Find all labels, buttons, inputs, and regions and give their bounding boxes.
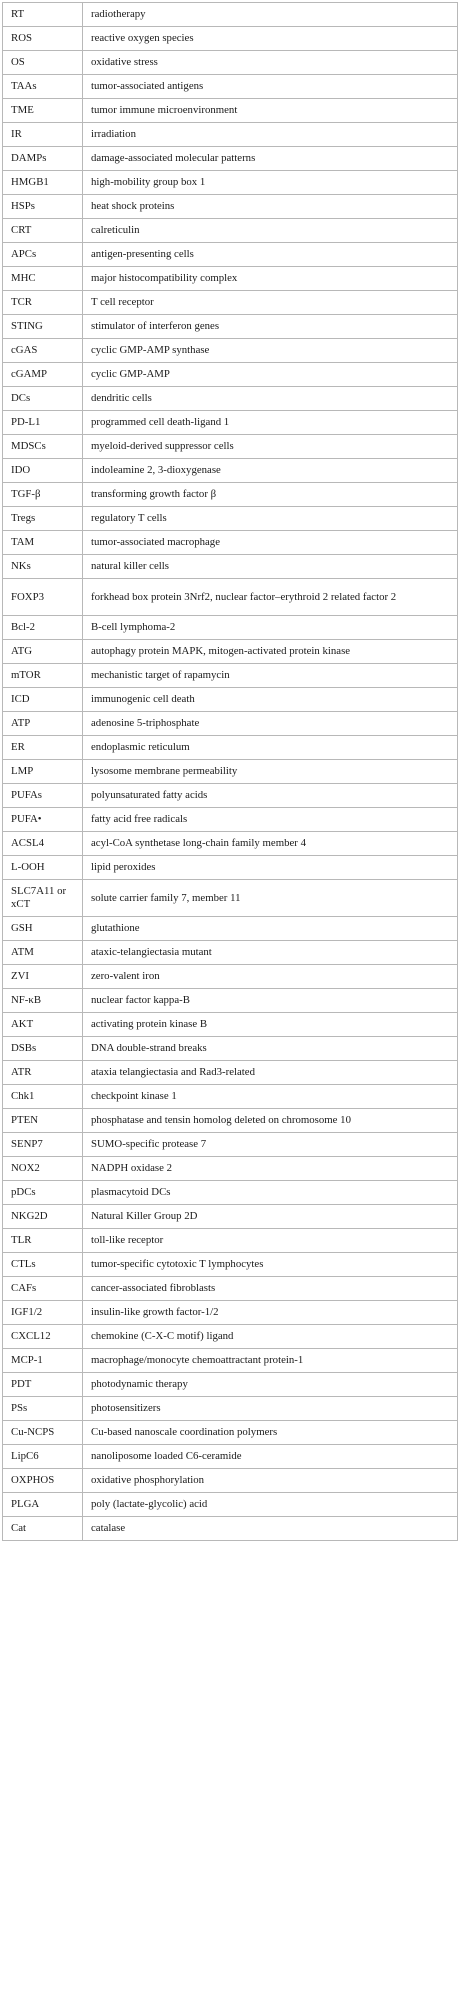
table-row (3, 1517, 458, 1541)
table-row (3, 1397, 458, 1421)
abbreviation-cell: L-OOH (3, 856, 83, 880)
abbreviation-cell: IR (3, 123, 83, 147)
definition-cell: mechanistic target of rapamycin (83, 664, 458, 688)
table-row (3, 1085, 458, 1109)
table-row (3, 339, 458, 363)
abbreviation-cell: Cu-NCPS (3, 1421, 83, 1445)
abbreviation-cell: PDT (3, 1373, 83, 1397)
abbreviation-cell: ER (3, 736, 83, 760)
table-row (3, 411, 458, 435)
abbreviation-cell: NKG2D (3, 1205, 83, 1229)
table-row (3, 1277, 458, 1301)
definition-cell: endoplasmic reticulum (83, 736, 458, 760)
definition-cell: lipid peroxides (83, 856, 458, 880)
table-row (3, 555, 458, 579)
abbreviation-cell: MCP-1 (3, 1349, 83, 1373)
definition-cell: nuclear factor kappa-B (83, 989, 458, 1013)
table-row (3, 219, 458, 243)
abbreviation-cell: MDSCs (3, 435, 83, 459)
table-row (3, 1349, 458, 1373)
table-row (3, 1133, 458, 1157)
definition-cell: zero-valent iron (83, 965, 458, 989)
table-row (3, 965, 458, 989)
abbreviation-cell: NF-κB (3, 989, 83, 1013)
definition-cell: checkpoint kinase 1 (83, 1085, 458, 1109)
table-row (3, 1301, 458, 1325)
table-row (3, 1157, 458, 1181)
abbreviation-cell: ROS (3, 27, 83, 51)
abbreviation-cell: RT (3, 3, 83, 27)
abbreviation-cell: OS (3, 51, 83, 75)
abbreviation-cell: TME (3, 99, 83, 123)
abbreviation-cell: TAM (3, 531, 83, 555)
table-row (3, 880, 458, 917)
definition-cell: programmed cell death-ligand 1 (83, 411, 458, 435)
abbreviation-cell: CAFs (3, 1277, 83, 1301)
abbreviation-cell: CXCL12 (3, 1325, 83, 1349)
definition-cell: solute carrier family 7, member 11 (83, 880, 458, 917)
definition-cell: SUMO-specific protease 7 (83, 1133, 458, 1157)
table-row (3, 1061, 458, 1085)
table-row (3, 1013, 458, 1037)
table-row (3, 1229, 458, 1253)
definition-cell: fatty acid free radicals (83, 808, 458, 832)
table-row (3, 315, 458, 339)
table-row (3, 640, 458, 664)
definition-cell: cyclic GMP-AMP (83, 363, 458, 387)
abbreviation-cell: SLC7A11 or xCT (3, 880, 83, 917)
abbreviation-cell: ZVI (3, 965, 83, 989)
definition-cell: tumor-specific cytotoxic T lymphocytes (83, 1253, 458, 1277)
abbreviation-cell: TAAs (3, 75, 83, 99)
table-row (3, 808, 458, 832)
abbreviation-cell: IDO (3, 459, 83, 483)
definition-cell: catalase (83, 1517, 458, 1541)
abbreviation-cell: Tregs (3, 507, 83, 531)
definition-cell: insulin-like growth factor-1/2 (83, 1301, 458, 1325)
table-row (3, 75, 458, 99)
definition-cell: irradiation (83, 123, 458, 147)
table-row (3, 1037, 458, 1061)
abbreviation-cell: AKT (3, 1013, 83, 1037)
abbreviation-cell: PUFA• (3, 808, 83, 832)
table-row (3, 1253, 458, 1277)
definition-cell: glutathione (83, 917, 458, 941)
abbreviation-cell: LipC6 (3, 1445, 83, 1469)
table-row (3, 123, 458, 147)
definition-cell: natural killer cells (83, 555, 458, 579)
definition-cell: NADPH oxidase 2 (83, 1157, 458, 1181)
table-row (3, 435, 458, 459)
table-row (3, 736, 458, 760)
definition-cell: DNA double-strand breaks (83, 1037, 458, 1061)
definition-cell: myeloid-derived suppressor cells (83, 435, 458, 459)
abbreviation-cell: FOXP3 (3, 579, 83, 616)
table-row (3, 616, 458, 640)
definition-cell: cyclic GMP-AMP synthase (83, 339, 458, 363)
table-row (3, 784, 458, 808)
table-row (3, 664, 458, 688)
abbreviation-cell: HMGB1 (3, 171, 83, 195)
abbreviation-cell: APCs (3, 243, 83, 267)
table-row (3, 1373, 458, 1397)
abbreviation-cell: ATR (3, 1061, 83, 1085)
table-row (3, 171, 458, 195)
table-row (3, 1493, 458, 1517)
table-row (3, 483, 458, 507)
abbreviation-cell: PUFAs (3, 784, 83, 808)
abbreviation-cell: ICD (3, 688, 83, 712)
table-row (3, 1109, 458, 1133)
definition-cell: Natural Killer Group 2D (83, 1205, 458, 1229)
definition-cell: tumor-associated antigens (83, 75, 458, 99)
definition-cell: acyl-CoA synthetase long-chain family member 4 (83, 832, 458, 856)
abbreviation-cell: Chk1 (3, 1085, 83, 1109)
table-row (3, 459, 458, 483)
definition-cell: immunogenic cell death (83, 688, 458, 712)
abbreviation-cell: ACSL4 (3, 832, 83, 856)
table-row (3, 712, 458, 736)
table-row (3, 1469, 458, 1493)
table-row (3, 507, 458, 531)
table-row (3, 291, 458, 315)
definition-cell: transforming growth factor β (83, 483, 458, 507)
definition-cell: nanoliposome loaded C6-ceramide (83, 1445, 458, 1469)
table-row (3, 147, 458, 171)
definition-cell: cancer-associated fibroblasts (83, 1277, 458, 1301)
definition-cell: tumor immune microenvironment (83, 99, 458, 123)
table-row (3, 832, 458, 856)
abbreviation-cell: IGF1/2 (3, 1301, 83, 1325)
table-row (3, 917, 458, 941)
table-row (3, 941, 458, 965)
definition-cell: autophagy protein MAPK, mitogen-activated protein kinase (83, 640, 458, 664)
abbreviation-cell: PLGA (3, 1493, 83, 1517)
table-row (3, 27, 458, 51)
abbreviation-cell: NOX2 (3, 1157, 83, 1181)
abbreviation-cell: SENP7 (3, 1133, 83, 1157)
definition-cell: phosphatase and tensin homolog deleted on chromosome 10 (83, 1109, 458, 1133)
table-row (3, 51, 458, 75)
definition-cell: chemokine (C-X-C motif) ligand (83, 1325, 458, 1349)
abbreviation-cell: MHC (3, 267, 83, 291)
table-row (3, 760, 458, 784)
table-row (3, 1181, 458, 1205)
definition-cell: ataxia telangiectasia and Rad3-related (83, 1061, 458, 1085)
definition-cell: Cu-based nanoscale coordination polymers (83, 1421, 458, 1445)
abbreviation-cell: mTOR (3, 664, 83, 688)
definition-cell: plasmacytoid DCs (83, 1181, 458, 1205)
abbreviation-cell: PSs (3, 1397, 83, 1421)
abbreviation-cell: ATP (3, 712, 83, 736)
table-row (3, 1205, 458, 1229)
definition-cell: dendritic cells (83, 387, 458, 411)
abbreviation-cell: TLR (3, 1229, 83, 1253)
definition-cell: calreticulin (83, 219, 458, 243)
abbreviation-cell: GSH (3, 917, 83, 941)
abbreviation-cell: PD-L1 (3, 411, 83, 435)
definition-cell: macrophage/monocyte chemoattractant protein-1 (83, 1349, 458, 1373)
table-row (3, 195, 458, 219)
abbreviation-cell: CRT (3, 219, 83, 243)
abbreviation-cell: DCs (3, 387, 83, 411)
table-row (3, 1421, 458, 1445)
abbreviation-cell: Cat (3, 1517, 83, 1541)
table-row (3, 99, 458, 123)
abbreviation-cell: TGF-β (3, 483, 83, 507)
abbreviation-cell: LMP (3, 760, 83, 784)
definition-cell: major histocompatibility complex (83, 267, 458, 291)
abbreviation-cell: pDCs (3, 1181, 83, 1205)
definition-cell: reactive oxygen species (83, 27, 458, 51)
definition-cell: tumor-associated macrophage (83, 531, 458, 555)
table-row (3, 688, 458, 712)
definition-cell: damage-associated molecular patterns (83, 147, 458, 171)
abbreviation-cell: ATM (3, 941, 83, 965)
table-row (3, 363, 458, 387)
abbreviation-cell: cGAMP (3, 363, 83, 387)
definition-cell: poly (lactate-glycolic) acid (83, 1493, 458, 1517)
table-row (3, 267, 458, 291)
definition-cell: polyunsaturated fatty acids (83, 784, 458, 808)
definition-cell: indoleamine 2, 3-dioxygenase (83, 459, 458, 483)
definition-cell: ataxic-telangiectasia mutant (83, 941, 458, 965)
definition-cell: photosensitizers (83, 1397, 458, 1421)
abbreviations-table (2, 2, 458, 1541)
abbreviation-cell: DAMPs (3, 147, 83, 171)
table-row (3, 531, 458, 555)
table-row (3, 1445, 458, 1469)
abbreviation-cell: PTEN (3, 1109, 83, 1133)
definition-cell: forkhead box protein 3Nrf2, nuclear factor–erythroid 2 related factor 2 (83, 579, 458, 616)
definition-cell: toll-like receptor (83, 1229, 458, 1253)
definition-cell: high-mobility group box 1 (83, 171, 458, 195)
definition-cell: adenosine 5-triphosphate (83, 712, 458, 736)
abbreviation-cell: NKs (3, 555, 83, 579)
abbreviation-cell: OXPHOS (3, 1469, 83, 1493)
abbreviation-cell: DSBs (3, 1037, 83, 1061)
table-row (3, 387, 458, 411)
definition-cell: radiotherapy (83, 3, 458, 27)
definition-cell: activating protein kinase B (83, 1013, 458, 1037)
definition-cell: antigen-presenting cells (83, 243, 458, 267)
abbreviation-cell: ATG (3, 640, 83, 664)
definition-cell: regulatory T cells (83, 507, 458, 531)
table-row (3, 3, 458, 27)
abbreviation-cell: Bcl-2 (3, 616, 83, 640)
abbreviation-cell: CTLs (3, 1253, 83, 1277)
abbreviation-cell: STING (3, 315, 83, 339)
table-row (3, 579, 458, 616)
definition-cell: lysosome membrane permeability (83, 760, 458, 784)
definition-cell: oxidative stress (83, 51, 458, 75)
definition-cell: heat shock proteins (83, 195, 458, 219)
abbreviation-cell: TCR (3, 291, 83, 315)
table-row (3, 243, 458, 267)
abbreviation-cell: cGAS (3, 339, 83, 363)
definition-cell: stimulator of interferon genes (83, 315, 458, 339)
table-row (3, 856, 458, 880)
definition-cell: photodynamic therapy (83, 1373, 458, 1397)
abbreviations-table-body (3, 3, 458, 1541)
table-row (3, 989, 458, 1013)
definition-cell: T cell receptor (83, 291, 458, 315)
abbreviation-cell: HSPs (3, 195, 83, 219)
table-row (3, 1325, 458, 1349)
definition-cell: oxidative phosphorylation (83, 1469, 458, 1493)
definition-cell: B-cell lymphoma-2 (83, 616, 458, 640)
